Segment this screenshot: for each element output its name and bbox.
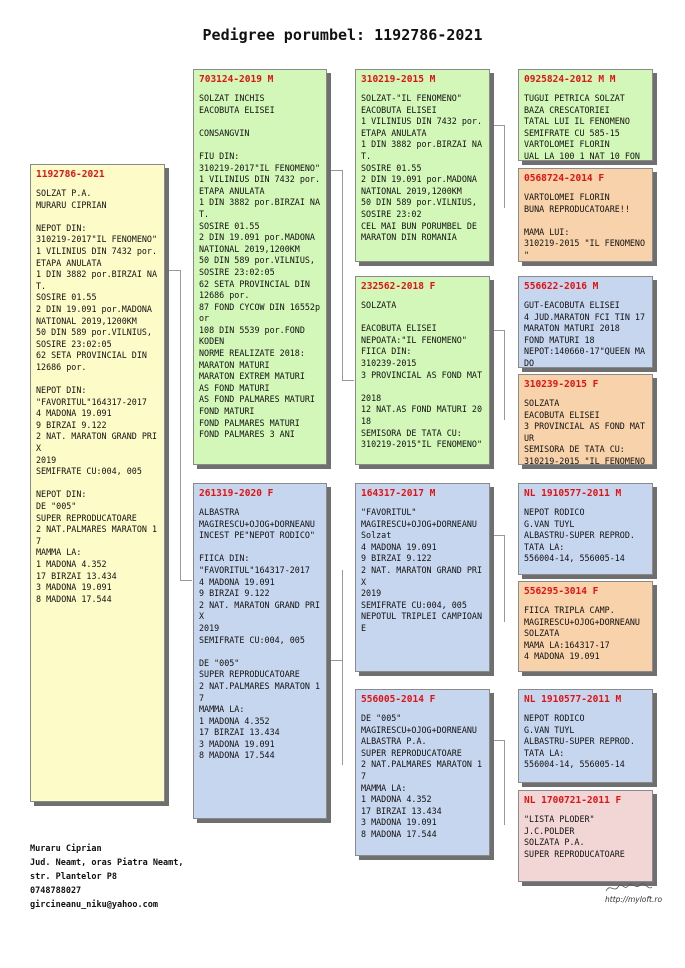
pigeon-info-line: MAMA LA:164317-17 <box>524 639 610 650</box>
breeder-contact <box>30 842 184 912</box>
pigeon-info-line: 12 NAT.AS FOND MATURI 20 <box>361 404 483 415</box>
pigeon-info-line: 1 VILINIUS DIN 7432 por. <box>36 245 158 256</box>
pigeon-info-line: 62 SETA PROVINCIAL DIN <box>199 278 310 289</box>
pigeon-info-line: SOLZATA <box>524 398 560 408</box>
pigeon-info-line <box>199 542 321 554</box>
pigeon-info-line: FIU DIN: <box>199 150 240 161</box>
pigeon-ring-number: 703124-2019 M <box>199 74 274 85</box>
pigeon-info-line: 17 BIRZAI 13.434 <box>36 570 117 581</box>
connector <box>504 740 505 825</box>
pigeon-info-line: SEMISORA DE TATA CU: <box>361 427 462 438</box>
pigeon-info-line: FOND PALMARES MATURI <box>199 417 300 428</box>
pigeon-info-line: MARATON MATURI 2018 <box>524 323 620 334</box>
pigeon-info-line: MAGIRESCU+OJOG+DORNEANU <box>361 724 477 735</box>
pigeon-info-line: MAGIRESCU+OJOG+DORNEANU <box>361 518 477 529</box>
pigeon-info-line: J.C.POLDER <box>524 825 575 836</box>
pigeon-info-line: SOLZAT P.A. <box>36 188 92 198</box>
pigeon-info-line: 9 BIRZAI 9.122 <box>199 588 270 599</box>
pigeon-ring-number: 232562-2018 F <box>361 281 436 292</box>
pigeon-info-line: MARATON DIN ROMANIA <box>361 232 457 243</box>
pigeon-info-line: BAZA CRESCATORIEI <box>524 104 610 115</box>
pigeon-ring-number: NL 1700721-2011 F <box>524 795 622 806</box>
pigeon-info-line: 2 NAT.PALMARES MARATON 1 <box>36 524 158 535</box>
pigeon-ring-number: 556622-2016 M <box>524 281 599 292</box>
pigeon-info-line: FIICA DIN: <box>361 346 412 357</box>
connector <box>166 270 180 271</box>
pigeon-info-line: SOSIRE 23:02:05 <box>36 338 112 349</box>
pigeon-info-line: 4 MADONA 19.091 <box>199 576 275 587</box>
pigeon-ring-number: NL 1910577-2011 M <box>524 694 622 705</box>
pigeon-info-line: FOND MATURI <box>199 406 255 417</box>
pigeon-card-ddd <box>518 790 653 882</box>
connector <box>492 740 504 741</box>
pigeon-info-line: 1 VILINIUS DIN 7432 por. <box>199 174 321 185</box>
pigeon-info-line: 3 MADONA 19.091 <box>361 817 437 828</box>
pigeon-info-line: ETAPA ANULATA <box>361 127 427 138</box>
pigeon-info-line <box>361 381 484 393</box>
pigeon-info-line: 50 DIN 589 por.VILNIUS, <box>199 255 315 266</box>
pigeon-info-line: SOSIRE 01.55 <box>199 220 260 231</box>
pigeon-info-line: X <box>361 576 367 587</box>
pigeon-info-line: MAGIRESCU+OJOG+DORNEANU <box>524 616 640 627</box>
connector <box>180 580 192 581</box>
pigeon-info-line: 87 FOND CYCOW DIN 16552p <box>199 301 321 312</box>
pigeon-ring-number: 310239-2015 F <box>524 379 599 390</box>
pigeon-card-sire-sire <box>355 69 490 262</box>
pigeon-info-line: 556004-14, 556005-14 <box>524 553 625 564</box>
connector <box>504 535 505 622</box>
pigeon-info-line: TATAL LUI IL FENOMENO <box>524 116 630 127</box>
pigeon-info-line: 1 VILINIUS DIN 7432 por. <box>361 116 483 127</box>
pigeon-info-line: 12686 por. <box>36 361 87 372</box>
pigeon-info-line: SOSIRE 23:02:05 <box>199 266 275 277</box>
pigeon-info-line: SUPER REPRODUCATOARE <box>361 747 462 758</box>
pigeon-card-dam-sire <box>355 483 490 672</box>
pigeon-card-dam <box>193 483 327 819</box>
pigeon-ring-number: NL 1910577-2011 M <box>524 488 622 499</box>
pigeon-info-line: MURARU CIPRIAN <box>36 199 107 210</box>
pigeon-info-line: FIICA TRIPLA CAMP. <box>524 605 615 615</box>
pigeon-info-line: 1 MADONA 4.352 <box>36 559 107 569</box>
pigeon-info-line: SEMIFRATE CU:004, 005 <box>361 599 467 610</box>
pigeon-info-line: 2 NAT.PALMARES MARATON 1 <box>361 759 483 770</box>
pigeon-info-line: 1 MADONA 4.352 <box>199 715 270 726</box>
pigeon-info-line: SOLZATA P.A. <box>524 837 585 848</box>
pigeon-info-line: 62 SETA PROVINCIAL DIN <box>36 350 147 361</box>
pigeon-info-line: 17 BIRZAI 13.434 <box>361 805 442 816</box>
pigeon-info-line: NEPOT:140660-17"QUEEN MA <box>524 346 646 357</box>
pigeon-ring-number: 1192786-2021 <box>36 169 105 180</box>
connector <box>492 125 504 126</box>
pigeon-info-line: SOLZAT-"IL FENOMENO" <box>361 93 462 103</box>
signature-logo <box>604 881 654 895</box>
pigeon-info-line: T. <box>361 150 372 161</box>
pigeon-info-line: MAGIRESCU+OJOG+DORNEANU <box>199 518 315 529</box>
pigeon-info-line <box>36 374 159 386</box>
pigeon-info-line: 50 DIN 589 por.VILNIUS, <box>36 327 152 338</box>
pigeon-card-sss <box>518 69 653 161</box>
pigeon-card-ssd <box>518 168 653 262</box>
pigeon-info-line: DE "005" <box>199 657 240 668</box>
website-link[interactable]: http://myloft.ro <box>605 895 663 904</box>
pigeon-info-line: 8 MADONA 17.544 <box>361 828 437 839</box>
pigeon-info-line: X <box>199 611 205 622</box>
pigeon-info-line: 108 DIN 5539 por.FOND <box>199 324 305 335</box>
pigeon-info-line: SOLZATA <box>524 628 560 639</box>
pigeon-info-line: SEMIFRATE CU:004, 005 <box>36 466 142 477</box>
pigeon-info-line: SUPER REPRODUCATOARE <box>524 848 625 859</box>
pigeon-info-line: 1 DIN 3882 por.BIRZAI NA <box>199 197 321 208</box>
pigeon-info-line: X <box>36 443 42 454</box>
pigeon-info-line: 4 MADONA 19.091 <box>36 408 112 419</box>
pigeon-info-line: NEPOATA:"IL FENOMENO" <box>361 334 467 345</box>
pigeon-info-line: DO <box>524 357 535 368</box>
pigeon-info-line: 4 JUD.MARATON FCI TIN 17 <box>524 311 646 322</box>
pigeon-info-line: 7 <box>36 535 42 546</box>
pigeon-info-line: 2 NAT.PALMARES MARATON 1 <box>199 680 321 691</box>
pigeon-info-line: 9 BIRZAI 9.122 <box>36 419 107 430</box>
pigeon-info-line: FIICA DIN: <box>199 553 250 564</box>
pigeon-info-line: MARATON MATURI <box>199 359 270 370</box>
pigeon-info-line: NATIONAL 2019,1200KM <box>199 243 300 254</box>
pigeon-info-line: 310239-2015 <box>361 357 417 368</box>
pigeon-info-line: NEPOT DIN: <box>36 222 87 233</box>
pigeon-info-line: 2 NAT. MARATON GRAND PRI <box>199 599 321 610</box>
pigeon-card-sire-dam <box>355 276 490 465</box>
pigeon-ring-number: 556295-3014 F <box>524 586 599 597</box>
pigeon-info-line: TATA LA: <box>524 747 565 758</box>
pigeon-info-line: GUT-EACOBUTA ELISEI <box>524 300 620 310</box>
pigeon-info-line: G.VAN TUYL <box>524 518 575 529</box>
pigeon-info-line <box>199 139 321 151</box>
pigeon-info-line: BUNA REPRODUCATOARE!! <box>524 203 630 214</box>
breeder-name: Muraru Ciprian <box>30 844 102 854</box>
pigeon-ring-number: 0568724-2014 F <box>524 173 605 184</box>
pigeon-info-line: 2 DIN 19.091 por.MADONA <box>36 303 152 314</box>
pigeon-info-line: NATIONAL 2019,1200KM <box>36 315 137 326</box>
pigeon-ring-number: 556005-2014 F <box>361 694 436 705</box>
pigeon-ring-number: 310219-2015 M <box>361 74 436 85</box>
pigeon-info-line: ETAPA ANULATA <box>36 257 102 268</box>
pigeon-info-line: SOSIRE 23:02 <box>361 208 422 219</box>
pigeon-info-line: MARATON EXTREM MATURI <box>199 371 305 382</box>
pigeon-info-line: 310219-2015"IL FENOMENO" <box>361 439 483 450</box>
pigeon-info-line: UR <box>524 432 535 443</box>
pigeon-info-line: ALBASTRA P.A. <box>361 736 427 747</box>
pigeon-info-line: G.VAN TUYL <box>524 724 575 735</box>
pigeon-info-line: "FAVORITUL" <box>361 507 417 517</box>
pigeon-info-line: 4 MADONA 19.091 <box>361 541 437 552</box>
pigeon-ring-number: 0925824-2012 M M <box>524 74 616 85</box>
pigeon-info-line: ALBASTRU-SUPER REPROD. <box>524 530 635 541</box>
pigeon-info-line: 310219-2017"IL FENOMENO" <box>36 234 158 245</box>
pigeon-info-line <box>524 215 647 227</box>
pigeon-info-line: 2 NAT. MARATON GRAND PRI <box>361 564 483 575</box>
pigeon-info-line: SEMIFRATE CU:004, 005 <box>199 634 305 645</box>
pigeon-info-line: T. <box>36 280 47 291</box>
connector <box>504 125 505 208</box>
connector <box>342 380 354 381</box>
pigeon-info-line: FOND MATURI 18 <box>524 334 595 345</box>
pigeon-info-line: AS FOND PALMARES MATURI <box>199 394 315 405</box>
pigeon-info-line: INCEST PE"NEPOT RODICO" <box>199 530 315 541</box>
pigeon-info-line: NORME REALIZATE 2018: <box>199 348 305 359</box>
pigeon-info-line: KODEN <box>199 336 225 347</box>
pigeon-info-line: SUPER REPRODUCATOARE <box>199 669 300 680</box>
connector <box>504 330 505 420</box>
breeder-street: str. Plantelor P8 <box>30 872 117 882</box>
pigeon-info-line: EACOBUTA ELISEI <box>361 323 437 334</box>
page-title: Pedigree porumbel: 1192786-2021 <box>202 26 483 44</box>
pigeon-info-line: DE "005" <box>361 713 402 723</box>
pigeon-info-line: 2 DIN 19.091 por.MADONA <box>199 232 315 243</box>
connector <box>492 535 504 536</box>
pigeon-info-line: 18 <box>361 415 372 426</box>
pigeon-info-line: 2 DIN 19.091 por.MADONA <box>361 174 477 185</box>
pigeon-info-line: ALBASTRU-SUPER REPROD. <box>524 736 635 747</box>
pigeon-info-line: 8 MADONA 17.544 <box>199 750 275 761</box>
connector <box>180 270 181 580</box>
pigeon-card-sds <box>518 276 653 368</box>
pigeon-info-line: NEPOT DIN: <box>36 489 87 500</box>
connector <box>492 330 504 331</box>
pigeon-info-line: ETAPA ANULATA <box>199 185 265 196</box>
pigeon-info-line <box>199 116 321 128</box>
connector <box>342 570 343 765</box>
pigeon-info-line: 310219-2015 "IL FENOMENO <box>524 455 646 465</box>
breeder-address: Jud. Neamt, oras Piatra Neamt, <box>30 858 184 868</box>
pigeon-info-line: 4 MADONA 19.091 <box>524 651 600 662</box>
pigeon-card-dsd <box>518 581 653 672</box>
pigeon-info-line: ALBASTRA <box>199 507 240 517</box>
pigeon-info-line: EACOBUTA ELISEI <box>361 104 437 115</box>
pigeon-info-line: or <box>199 313 210 324</box>
pigeon-info-line: VARTOLOMEI FLORIN <box>524 192 610 202</box>
pigeon-info-line: E <box>361 622 367 633</box>
connector <box>330 170 342 171</box>
pigeon-info-line: "LISTA PLODER" <box>524 814 595 824</box>
pigeon-info-line: 2018 <box>361 392 382 403</box>
pigeon-info-line: SEMISORA DE TATA CU: <box>524 444 625 455</box>
pigeon-info-line: CONSANGVIN <box>199 127 250 138</box>
connector <box>342 170 343 380</box>
pigeon-info-line: 1 MADONA 4.352 <box>361 794 432 805</box>
pigeon-info-line: " <box>524 249 530 260</box>
pigeon-info-line: 2 NAT. MARATON GRAND PRI <box>36 431 158 442</box>
pigeon-info-line: MAMMA LA: <box>361 782 407 793</box>
pigeon-info-line: 12686 por. <box>199 290 250 301</box>
pigeon-info-line: "FAVORITUL"164317-2017 <box>199 564 310 575</box>
pigeon-info-line: 9 BIRZAI 9.122 <box>361 553 432 564</box>
pigeon-info-line: 1 DIN 3882 por.BIRZAI NA <box>36 269 158 280</box>
pigeon-info-line <box>36 211 159 223</box>
pigeon-info-line: EACOBUTA ELISEI <box>524 409 600 420</box>
pigeon-info-line: 310219-2017"IL FENOMENO" <box>199 162 321 173</box>
pigeon-info-line: AS FOND MATURI <box>199 382 270 393</box>
connector <box>330 660 342 661</box>
pigeon-card-dss <box>518 483 653 575</box>
pigeon-info-line <box>36 478 159 490</box>
pigeon-info-line: 3 MADONA 19.091 <box>199 738 275 749</box>
pigeon-info-line: FOND PALMARES 3 ANI <box>199 429 295 440</box>
pigeon-info-line: 2019 <box>361 588 382 599</box>
pigeon-info-line: 50 DIN 589 por.VILNIUS, <box>361 197 477 208</box>
pigeon-info-line: NATIONAL 2019,1200KM <box>361 185 462 196</box>
pigeon-info-line: SOLZATA <box>361 300 397 310</box>
breeder-email: gircineanu_niku@yahoo.com <box>30 900 158 910</box>
pigeon-info-line: NEPOT DIN: <box>36 385 87 396</box>
pigeon-ring-number: 164317-2017 M <box>361 488 436 499</box>
pigeon-info-line: 556004-14, 556005-14 <box>524 759 625 770</box>
pigeon-info-line: 17 BIRZAI 13.434 <box>199 727 280 738</box>
pigeon-info-line: SUPER REPRODUCATOARE <box>36 512 137 523</box>
pigeon-info-line: CEL MAI BUN PORUMBEL DE <box>361 220 477 231</box>
pigeon-info-line: Solzat <box>361 530 392 541</box>
pigeon-card-sdd <box>518 374 653 465</box>
pigeon-info-line: SOLZAT INCHIS <box>199 93 265 103</box>
pigeon-info-line: 7 <box>199 692 205 703</box>
pigeon-info-line: 8 MADONA 17.544 <box>36 593 112 604</box>
pigeon-info-line: NEPOT RODICO <box>524 507 585 517</box>
pigeon-info-line: VARTOLOMEI FLORIN <box>524 139 610 150</box>
pigeon-info-line: MAMMA LA: <box>199 704 245 715</box>
pigeon-info-line: 3 MADONA 19.091 <box>36 582 112 593</box>
pigeon-info-line: MAMA LUI: <box>524 226 570 237</box>
pigeon-info-line: 3 PROVINCIAL AS FOND MAT <box>524 421 646 432</box>
pigeon-card-sire <box>193 69 327 465</box>
pigeon-info-line <box>199 646 321 658</box>
pigeon-info-line: 2019 <box>36 454 57 465</box>
pigeon-info-line: 3 PROVINCIAL AS FOND MAT <box>361 369 483 380</box>
pigeon-card-dam-dam <box>355 689 490 856</box>
pigeon-info-line: NEPOT RODICO <box>524 713 585 723</box>
pigeon-info-line: MAMMA LA: <box>36 547 82 558</box>
pigeon-info-line: 7 <box>361 770 367 781</box>
pigeon-info-line: UAL LA 100 1 NAT 10 FON <box>524 150 640 161</box>
pigeon-info-line: SEMIFRATE CU 585-15 <box>524 127 620 138</box>
pigeon-info-line: EACOBUTA ELISEI <box>199 104 275 115</box>
pigeon-info-line: 1 DIN 3882 por.BIRZAI NA <box>361 139 483 150</box>
pigeon-info-line: 2019 <box>199 622 220 633</box>
pigeon-card-dds <box>518 689 653 783</box>
pigeon-info-line: NEPOTUL TRIPLEI CAMPIOAN <box>361 611 483 622</box>
breeder-phone: 0748788027 <box>30 886 82 896</box>
pigeon-info-line: DE "005" <box>36 501 77 512</box>
pigeon-card-subject <box>30 164 165 802</box>
pigeon-info-line: TUGUI PETRICA SOLZAT <box>524 93 625 103</box>
pigeon-ring-number: 261319-2020 F <box>199 488 274 499</box>
pigeon-info-line: "FAVORITUL"164317-2017 <box>36 396 147 407</box>
pigeon-info-line: 310219-2015 "IL FENOMENO <box>524 238 646 249</box>
pigeon-info-line <box>361 312 484 324</box>
pigeon-info-line: TATA LA: <box>524 541 565 552</box>
pigeon-info-line: SOSIRE 01.55 <box>36 292 97 303</box>
pigeon-info-line: SOSIRE 01.55 <box>361 162 422 173</box>
pigeon-info-line: T. <box>199 208 210 219</box>
